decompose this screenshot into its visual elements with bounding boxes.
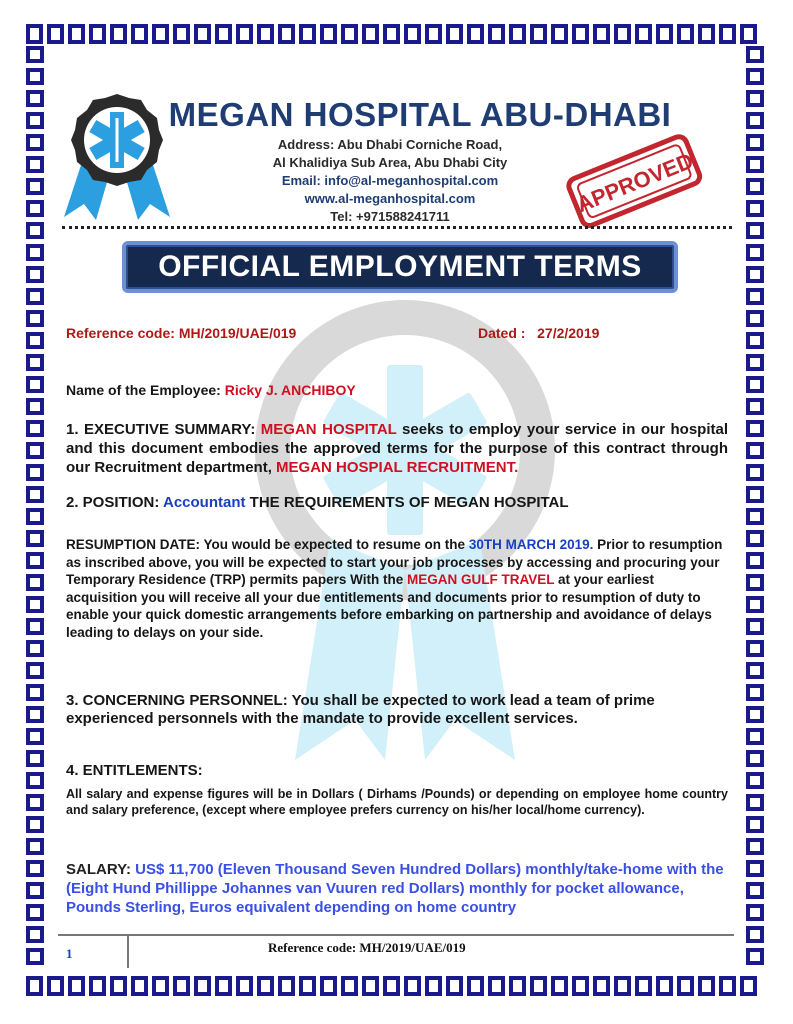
border-mark [721,26,734,42]
border-mark [112,978,125,994]
salary-section [66,860,728,917]
border-mark [748,620,762,633]
border-mark [616,978,629,994]
border-mark [259,26,272,42]
border-mark [49,978,62,994]
border-mark [748,840,762,853]
border-mark [238,978,251,994]
hospital-name: MEGAN HOSPITAL ABU-DHABI [168,96,672,133]
border-mark [748,488,762,501]
approved-stamp-icon [560,128,710,233]
border-mark [28,950,42,963]
phone-line: Tel: +971588241711 [330,209,450,224]
border-mark [28,978,41,994]
border-mark [748,510,762,523]
border-mark [196,26,209,42]
website-line: www.al-meganhospital.com [304,191,476,206]
border-mark [28,642,42,655]
border-mark [28,510,42,523]
border-mark [28,202,42,215]
border-mark [49,26,62,42]
border-mark [748,950,762,963]
border-mark [112,26,125,42]
border-mark [343,26,356,42]
border-mark [406,978,419,994]
footer-reference: Reference code: MH/2019/UAE/019 [268,940,466,955]
concerning-text: You shall be expected to work lead a team of prime experienced personnels with the mandate to provide excellent services. [66,692,655,727]
border-mark [721,978,734,994]
border-mark [28,444,42,457]
footer-divider [58,934,734,936]
border-mark [748,906,762,919]
resumption-agency: MEGAN GULF TRAVEL [406,572,555,587]
border-mark [28,312,42,325]
border-mark [28,598,42,611]
salary-text: US$ 11,700 (Eleven Thousand Seven Hundred Dollars) monthly/take-home with the (Eight Hund Phillippe Johannes van Vuuren red Dollars) monthly for pocket allowance, Pounds Sterling, Euros equivalent depending on home country [66,861,724,916]
border-mark [28,92,42,105]
border-mark [748,92,762,105]
border-mark [748,686,762,699]
border-mark [28,334,42,347]
employee-name-label: Name of the Employee: [66,382,221,398]
border-mark [406,26,419,42]
border-mark [748,730,762,743]
border-mark [196,978,209,994]
border-mark [175,978,188,994]
border-mark [511,978,524,994]
header-divider [62,226,732,229]
border-mark [595,978,608,994]
border-mark [28,224,42,237]
border-mark [154,26,167,42]
border-mark [748,532,762,545]
executive-summary [66,420,728,477]
border-mark [28,884,42,897]
border-mark [574,26,587,42]
border-mark [28,554,42,567]
border-mark [28,862,42,875]
resumption-text-1: You would be expected to resume on the [203,537,466,552]
border-mark [28,840,42,853]
border-mark [553,26,566,42]
dated-label: Dated : [478,325,526,341]
border-mark [28,378,42,391]
border-mark [748,466,762,479]
border-mark [679,26,692,42]
border-mark [748,180,762,193]
border-mark [28,686,42,699]
border-mark [28,268,42,281]
border-mark [532,26,545,42]
border-mark [28,356,42,369]
border-mark [700,978,713,994]
border-mark [748,158,762,171]
border-mark [322,978,335,994]
border-mark [238,26,251,42]
border-mark [91,26,104,42]
border-mark [28,796,42,809]
employee-name-value: Ricky J. ANCHIBOY [224,382,356,398]
border-mark [748,312,762,325]
border-mark [28,752,42,765]
document-title: OFFICIAL EMPLOYMENT TERMS [158,250,642,283]
border-mark [595,26,608,42]
position-value: Accountant [162,494,246,511]
border-mark [28,70,42,83]
border-mark [364,26,377,42]
concerning-label: 3. CONCERNING PERSONNEL: [66,692,288,709]
border-mark [748,928,762,941]
border-mark [490,978,503,994]
border-mark [28,290,42,303]
border-mark [175,26,188,42]
border-mark [28,928,42,941]
border-mark [322,26,335,42]
border-mark [637,26,650,42]
resumption-text-2: Prior to resumption as inscribed above, you will be expected to start your job processes by accessing and procuring your Temporary Residence (TRP) permits papers With the [66,537,723,587]
entitlements-text: All salary and expense figures will be in Dollars ( Dirhams /Pounds) or depending on employee home country and salary preference, (except where employee prefers currency on his/her local/home currency). [66,787,728,817]
border-mark [748,774,762,787]
position-label: 2. POSITION: [66,494,160,511]
address-line-1: Address: Abu Dhabi Corniche Road, [277,137,503,152]
resumption-section [66,536,728,641]
border-mark [748,664,762,677]
resumption-label: RESUMPTION DATE: [66,537,200,552]
border-mark [742,978,755,994]
border-mark [748,290,762,303]
border-mark [280,978,293,994]
border-mark [280,26,293,42]
border-mark [553,978,566,994]
employee-name-line [66,382,728,398]
position-requirements: THE REQUIREMENTS OF MEGAN HOSPITAL [249,494,569,511]
email-line: Email: info@al-meganhospital.com [281,173,499,188]
border-mark [748,136,762,149]
salary-label: SALARY: [66,861,131,878]
border-mark [259,978,272,994]
border-mark [427,26,440,42]
border-mark [28,818,42,831]
resumption-text-3: at your earliest acquisition you will receive all your due entitlements and documents prior to resumption of duty to enable your quick domestic arrangements before embarking on partnership and avoidance of delays leading to delays on your side. [66,572,712,640]
border-mark [28,26,41,42]
border-mark [427,978,440,994]
border-mark [748,246,762,259]
border-mark [28,708,42,721]
border-mark [70,978,83,994]
border-mark [385,978,398,994]
border-mark [133,978,146,994]
footer-column-divider [127,936,129,968]
border-mark [748,862,762,875]
stamp-text: APPROVED [572,147,697,218]
border-mark [748,356,762,369]
border-mark [364,978,377,994]
border-mark [616,26,629,42]
border-mark [748,642,762,655]
concerning-personnel-section [66,692,728,728]
border-mark [658,978,671,994]
title-banner [122,241,678,293]
border-mark [748,224,762,237]
address-block [200,136,580,226]
border-mark [574,978,587,994]
border-mark [70,26,83,42]
border-mark [301,978,314,994]
border-mark [748,114,762,127]
border-mark [469,978,482,994]
border-mark [28,774,42,787]
border-mark [748,576,762,589]
border-mark [28,422,42,435]
border-mark [217,978,230,994]
reference-code: Reference code: MH/2019/UAE/019 [66,325,297,341]
border-mark [448,26,461,42]
entitlements-heading: 4. ENTITLEMENTS: [66,762,203,779]
border-mark [28,532,42,545]
border-mark [748,70,762,83]
border-mark [748,796,762,809]
address-line-2: Al Khalidiya Sub Area, Abu Dhabi City [272,155,508,170]
border-mark [532,978,545,994]
border-mark [28,730,42,743]
border-mark [748,202,762,215]
border-mark [748,554,762,567]
border-mark [748,422,762,435]
border-mark [217,26,230,42]
border-mark [301,26,314,42]
border-mark [700,26,713,42]
border-mark [748,708,762,721]
border-mark [28,180,42,193]
border-mark [343,978,356,994]
border-mark [490,26,503,42]
border-mark [742,26,755,42]
border-mark [154,978,167,994]
position-section [66,494,728,511]
border-mark [28,246,42,259]
border-mark [28,664,42,677]
border-mark [511,26,524,42]
exec-summary-hospital: MEGAN HOSPITAL [260,421,397,438]
border-mark [28,620,42,633]
border-mark [748,268,762,281]
border-mark [28,114,42,127]
exec-summary-body: seeks to employ your service in our hospital and this document embodies the approved terms for the purpose of this contract through our Recruitment department, [66,421,728,476]
border-mark [28,136,42,149]
border-mark [28,158,42,171]
border-mark [748,400,762,413]
border-mark [448,978,461,994]
border-mark [748,818,762,831]
exec-summary-department: MEGAN HOSPIAL RECRUITMENT. [276,459,519,476]
border-mark [385,26,398,42]
border-mark [133,26,146,42]
page-number: 1 [66,946,73,961]
border-mark [658,26,671,42]
border-mark [28,400,42,413]
border-mark [748,378,762,391]
border-mark [28,906,42,919]
border-mark [748,598,762,611]
border-mark [28,576,42,589]
border-mark [28,466,42,479]
resumption-date: 30TH MARCH 2019. [468,537,594,552]
border-mark [28,48,42,61]
dated [478,325,599,341]
border-mark [748,334,762,347]
dated-value: 27/2/2019 [537,325,600,341]
exec-summary-heading: 1. EXECUTIVE SUMMARY: [66,421,256,438]
border-mark [28,488,42,501]
border-mark [748,444,762,457]
border-mark [748,752,762,765]
border-mark [637,978,650,994]
border-mark [679,978,692,994]
border-mark [91,978,104,994]
border-mark [748,884,762,897]
border-mark [469,26,482,42]
border-mark [748,48,762,61]
